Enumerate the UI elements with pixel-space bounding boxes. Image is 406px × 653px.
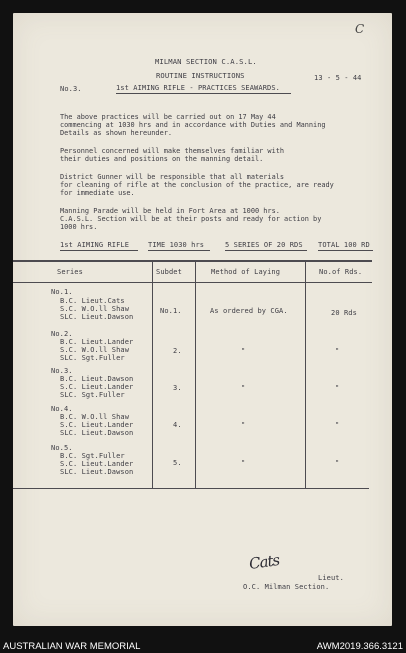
subdet-value: 5. — [173, 459, 182, 467]
method-value: " — [241, 347, 246, 355]
crew-member: B.C. Sgt.Fuller — [60, 452, 125, 460]
document-subject: 1st AIMING RIFLE - PRACTICES SEAWARDS. — [116, 84, 280, 92]
subdet-value: No.1. — [160, 307, 182, 315]
subdet-value: 3. — [173, 384, 182, 392]
series-number: No.5. — [51, 444, 73, 452]
series-number: No.2. — [51, 330, 73, 338]
footer-accession-number: AWM2019.366.3121 — [316, 641, 403, 652]
header-subdet: Subdet — [156, 268, 182, 276]
summary-time-underline — [148, 250, 210, 251]
signature-appointment: O.C. Milman Section. — [243, 583, 330, 591]
crew-member: S.C. Lieut.Lander — [60, 460, 134, 468]
archive-footer — [0, 640, 406, 653]
header-method: Method of Laying — [211, 268, 281, 276]
paragraph-1: The above practices will be carried out on 17 May 44 commencing at 1030 hrs and in accordance with Duties and Manning Details as shown hereunder. — [60, 113, 326, 138]
crew-member: S.C. Lieut.Lander — [60, 383, 134, 391]
method-value: As ordered by CGA. — [210, 307, 288, 315]
table-column-divider — [305, 262, 306, 489]
crew-member: S.C. W.O.ll Shaw — [60, 305, 130, 313]
crew-member: B.C. W.O.ll Shaw — [60, 413, 130, 421]
subject-underline — [116, 93, 291, 94]
crew-member: SLC. Lieut.Dawson — [60, 468, 134, 476]
paragraph-4: Manning Parade will be held in Fort Area at 1000 hrs. C.A.S.L. Section will be at their posts and ready for action by 1000 hrs. — [60, 207, 322, 232]
summary-time: TIME 1030 hrs — [148, 241, 205, 249]
unit-title: MILMAN SECTION C.A.S.L. — [155, 57, 257, 66]
subdet-value: 4. — [173, 421, 182, 429]
crew-member: B.C. Lieut.Dawson — [60, 375, 134, 383]
header-series: Series — [57, 268, 83, 276]
corner-mark: C — [355, 22, 365, 36]
crew-member: B.C. Lieut.Lander — [60, 338, 134, 346]
series-number: No.3. — [51, 367, 73, 375]
crew-member: B.C. Lieut.Cats — [60, 297, 125, 305]
summary-total: TOTAL 100 RD — [318, 241, 370, 249]
table-header-rule — [13, 282, 372, 283]
document-date: 13 - 5 - 44 — [314, 74, 362, 82]
table-column-divider — [152, 262, 153, 489]
summary-total-underline — [318, 250, 373, 251]
summary-rifle: 1st AIMING RIFLE — [60, 241, 130, 249]
rounds-value: " — [335, 421, 340, 429]
crew-member: SLC. Lieut.Dawson — [60, 429, 134, 437]
signature-rank: Lieut. — [318, 574, 344, 582]
rounds-value: 20 Rds — [331, 309, 357, 317]
series-number: No.4. — [51, 405, 73, 413]
crew-member: S.C. Lieut.Lander — [60, 421, 134, 429]
crew-member: SLC. Sgt.Fuller — [60, 391, 125, 399]
summary-series-underline — [225, 250, 307, 251]
subdet-value: 2. — [173, 347, 182, 355]
document-page — [13, 13, 392, 626]
table-bottom-rule — [13, 488, 369, 489]
series-number: No.1. — [51, 288, 73, 296]
paragraph-3: District Gunner will be responsible that all materials for cleaning of rifle at the conclusion of the practice, are ready for immediate use. — [60, 173, 334, 198]
handwritten-signature: Cats — [247, 550, 281, 574]
document-number: No.3. — [60, 85, 82, 93]
table-top-rule — [13, 260, 372, 262]
crew-member: SLC. Sgt.Fuller — [60, 354, 125, 362]
summary-series: 5 SERIES OF 20 RDS — [225, 241, 303, 249]
summary-rifle-underline — [60, 250, 138, 251]
rounds-value: " — [335, 384, 340, 392]
method-value: " — [241, 459, 246, 467]
footer-institution: AUSTRALIAN WAR MEMORIAL — [3, 641, 141, 652]
crew-member: S.C. W.O.ll Shaw — [60, 346, 130, 354]
method-value: " — [241, 384, 246, 392]
table-column-divider — [195, 262, 196, 489]
instruction-title: ROUTINE INSTRUCTIONS — [156, 71, 245, 80]
rounds-value: " — [335, 459, 340, 467]
crew-member: SLC. Lieut.Dawson — [60, 313, 134, 321]
method-value: " — [241, 421, 246, 429]
rounds-value: " — [335, 347, 340, 355]
paragraph-2: Personnel concerned will make themselves familiar with their duties and positions on the manning detail. — [60, 147, 285, 164]
header-rounds: No.of Rds. — [319, 268, 363, 276]
